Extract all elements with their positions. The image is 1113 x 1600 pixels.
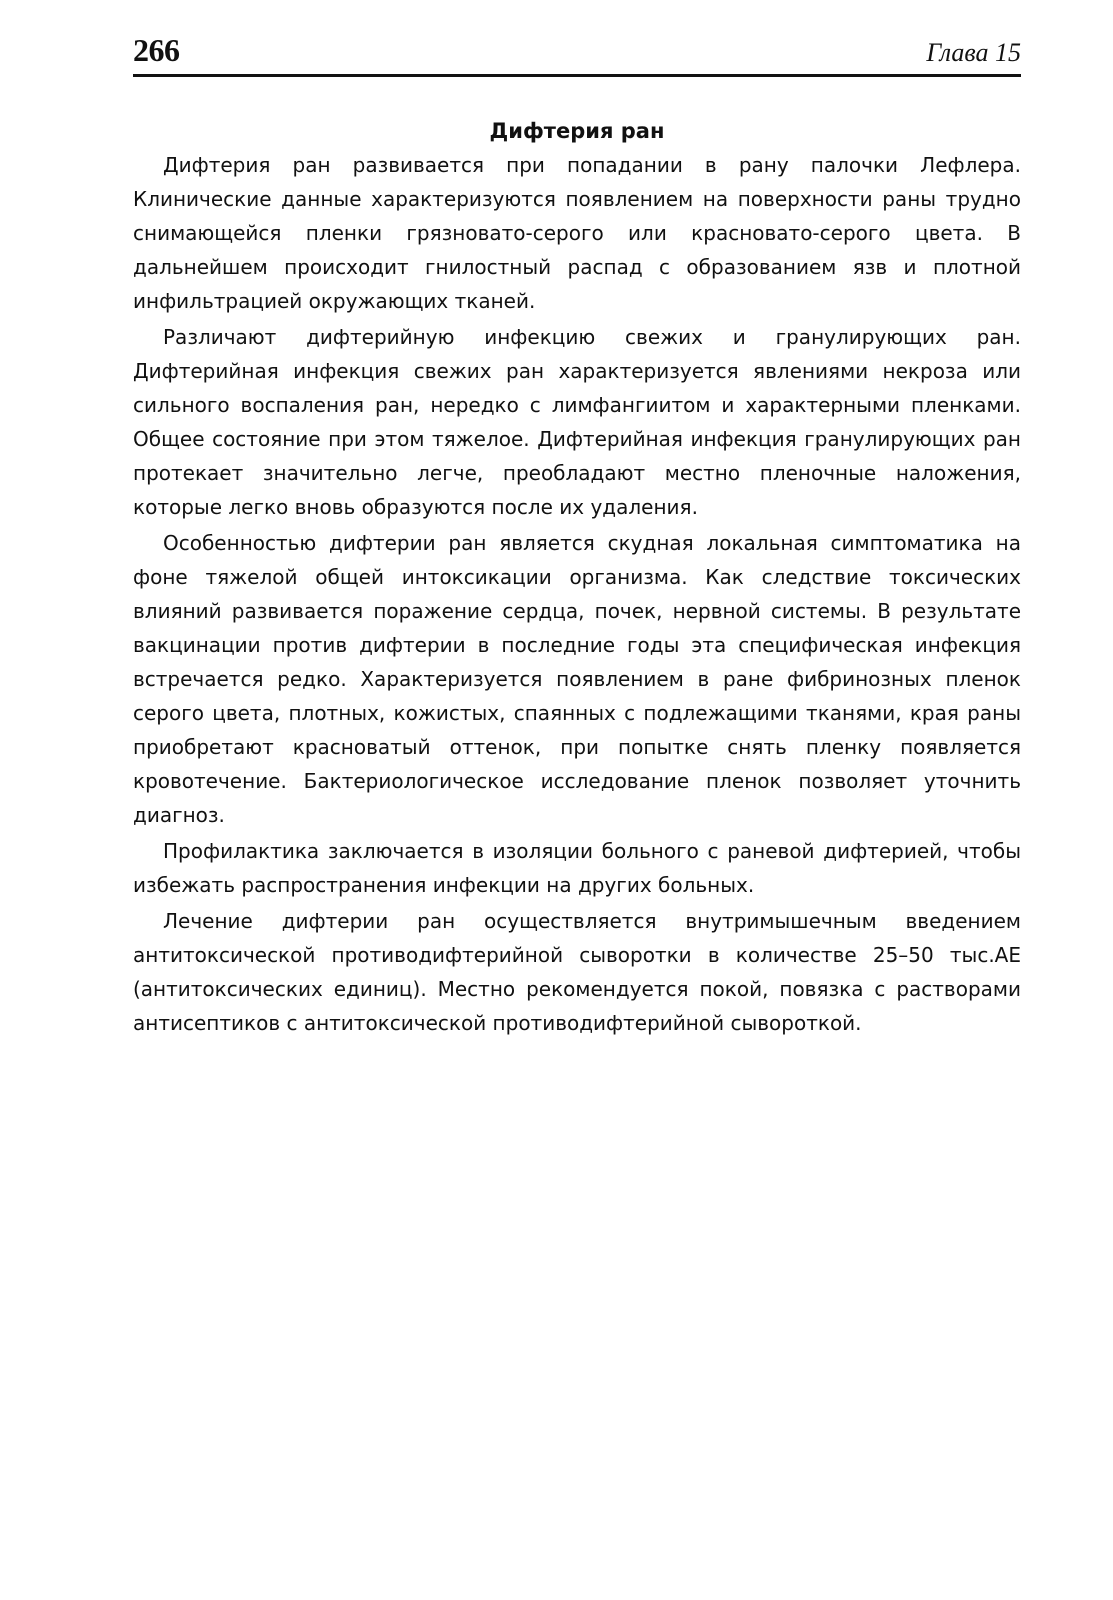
page-number: 266	[133, 32, 180, 68]
paragraph-4: Профилактика заключается в изоляции больного с раневой дифтерией, чтобы избежать распространения инфекции на других больных.	[133, 839, 1021, 897]
running-header	[133, 28, 1021, 77]
paragraph-2: Различают дифтерийную инфекцию свежих и гранулирующих ран. Дифтерийная инфекция свежих ран характеризуется явлениями некроза или сильного воспаления ран, нередко с лимфангиитом и характерными пленками. Общее состояние при этом тяжелое. Дифтерийная инфекция гранулирующих ран протекает значительно легче, преобладают местно пленочные наложения, которые легко вновь образуются после их удаления.	[133, 325, 1021, 519]
section-body	[133, 114, 1021, 1040]
paragraph-3: Особенностью дифтерии ран является скудная локальная симптоматика на фоне тяжелой общей интоксикации организма. Как следствие токсических влияний развивается поражение сердца, почек, нервной системы. В результате вакцинации против дифтерии в последние годы эта специфическая инфекция встречается редко. Характеризуется появлением в ране фибринозных пленок серого цвета, плотных, кожистых, спаянных с подлежащими тканями, края раны приобретают красноватый оттенок, при попытке снять пленку появляется кровотечение. Бактериологическое исследование пленок позволяет уточнить диагноз.	[133, 531, 1021, 827]
section-title: Дифтерия ран	[489, 119, 665, 143]
paragraph-5: Лечение дифтерии ран осуществляется внутримышечным введением антитоксической противодифтерийной сыворотки в количестве 25–50 тыс.АЕ (антитоксических единиц). Местно рекомендуется покой, повязка с растворами антисептиков с антитоксической противодифтерийной сывороткой.	[133, 909, 1021, 1035]
chapter-label: Глава 15	[926, 38, 1021, 67]
paragraph-1: Дифтерия ран развивается при попадании в рану палочки Лефлера. Клинические данные характеризуются появлением на поверхности раны трудно снимающейся пленки грязновато-серого или красновато-серого цвета. В дальнейшем происходит гнилостный распад с образованием язв и плотной инфильтрацией окружающих тканей.	[133, 153, 1021, 313]
